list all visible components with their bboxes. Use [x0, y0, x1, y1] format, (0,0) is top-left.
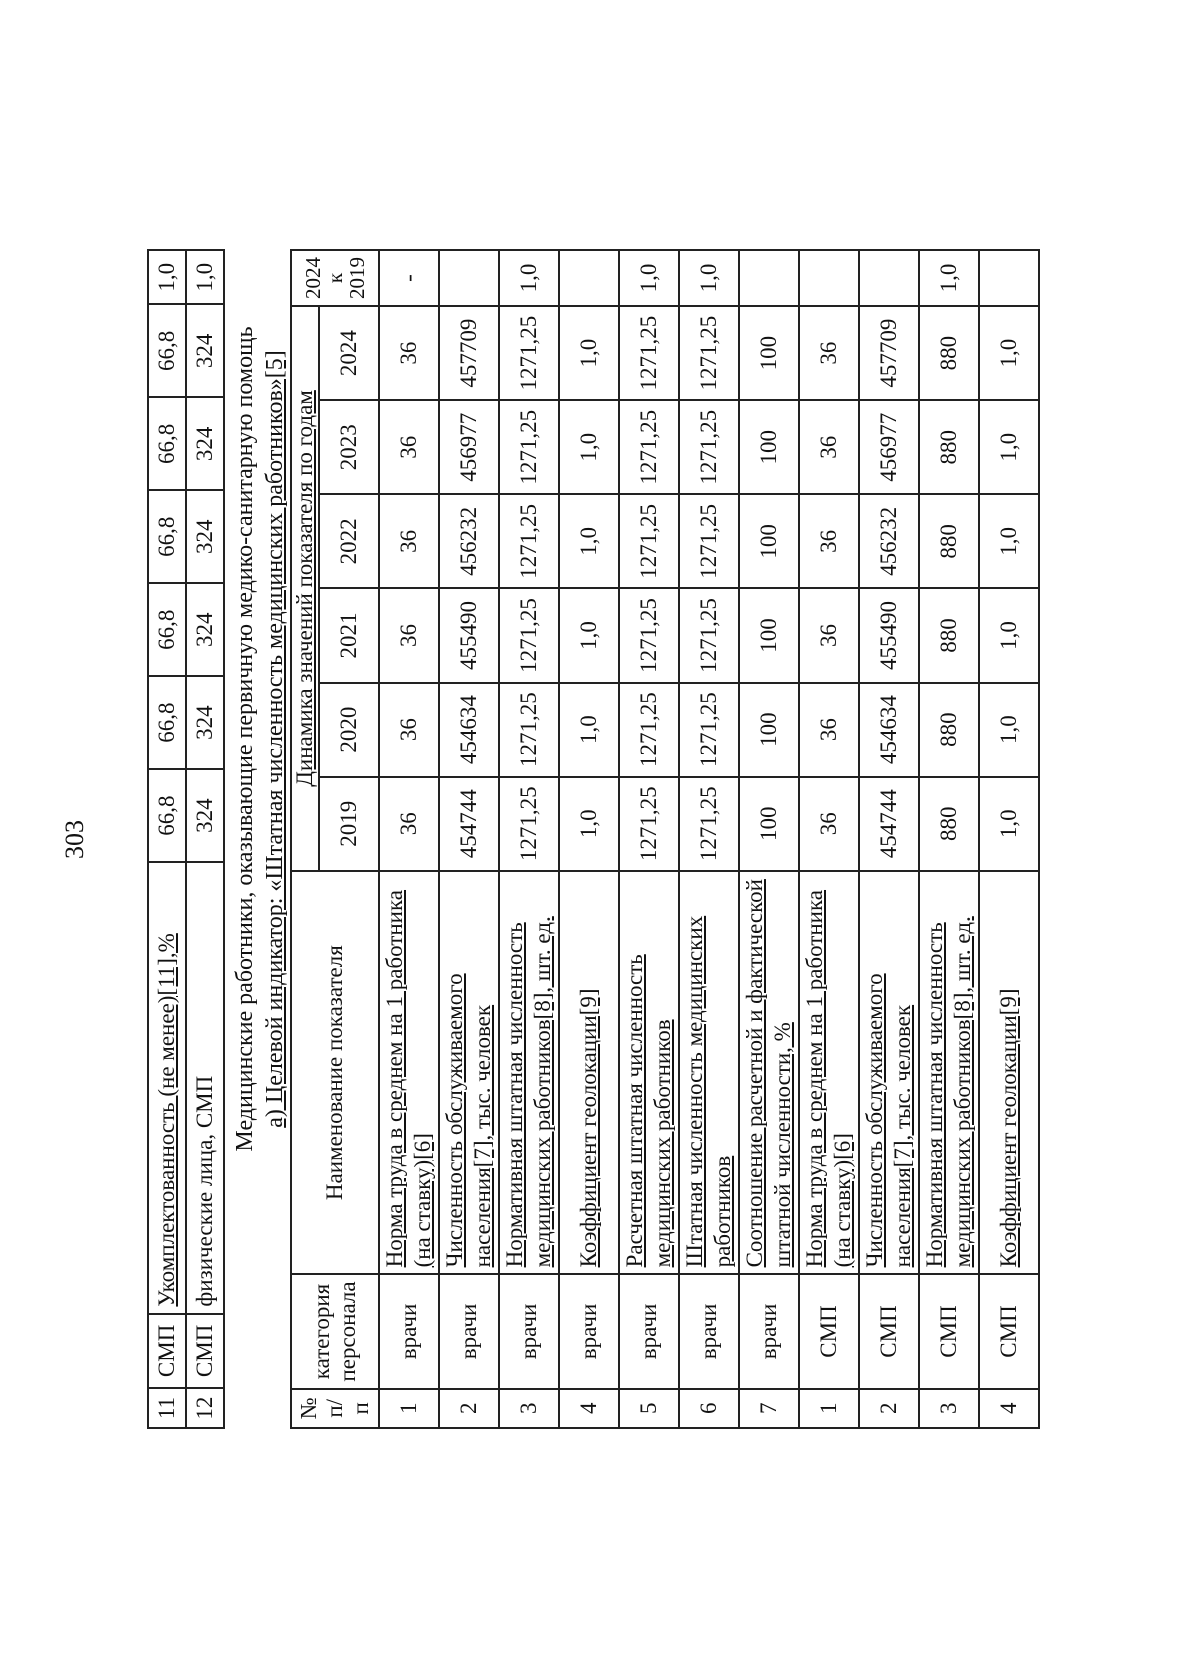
- cell-ratio: [559, 250, 619, 306]
- cell-num: 3: [499, 1389, 559, 1428]
- cell-value: 36: [799, 777, 859, 871]
- table-row: [439, 250, 499, 1428]
- cell-value: 66,8: [148, 490, 186, 583]
- cell-name: Коэффициент геолокации[9]: [559, 871, 619, 1275]
- cell-value: 100: [739, 494, 799, 588]
- cell-value: 1,0: [979, 683, 1039, 777]
- cell-name: Нормативная штатная численность медицинских работников[8], шт. ед.: [919, 871, 979, 1275]
- cell-category: врачи: [559, 1274, 619, 1388]
- cell-category: врачи: [619, 1274, 679, 1388]
- cell-name: Норма труда в среднем на 1 работника (на ставку)[6]: [799, 871, 859, 1275]
- cell-value: 1,0: [559, 494, 619, 588]
- cell-category: СМП: [148, 1314, 186, 1389]
- cell-value: 1,0: [559, 777, 619, 871]
- table-row: [799, 250, 859, 1428]
- header-year: 2019: [319, 777, 379, 871]
- cell-value: 455490: [859, 588, 919, 682]
- cell-ratio: 1,0: [679, 250, 739, 306]
- cell-ratio: 1,0: [919, 250, 979, 306]
- cell-value: 66,8: [148, 676, 186, 769]
- header-num: № п/п: [291, 1389, 379, 1428]
- cell-value: 880: [919, 400, 979, 494]
- table-row: [679, 250, 739, 1428]
- cell-value: 1271,25: [679, 777, 739, 871]
- cell-num: 7: [739, 1389, 799, 1428]
- cell-value: 324: [186, 769, 224, 862]
- cell-value: 324: [186, 397, 224, 490]
- cell-value: 66,8: [148, 397, 186, 490]
- table-row: [148, 250, 186, 1428]
- cell-value: 36: [799, 400, 859, 494]
- cell-num: 5: [619, 1389, 679, 1428]
- cell-value: 1271,25: [499, 494, 559, 588]
- cell-value: 324: [186, 583, 224, 676]
- cell-value: 36: [379, 777, 439, 871]
- cell-ratio: 1,0: [619, 250, 679, 306]
- cell-name: Штатная численность медицинских работников: [679, 871, 739, 1275]
- cell-ratio: [979, 250, 1039, 306]
- cell-value: 1,0: [979, 777, 1039, 871]
- cell-value: 456232: [439, 494, 499, 588]
- cell-name: Укомплектованность (не менее)[11],%: [148, 862, 186, 1314]
- cell-value: 1271,25: [499, 306, 559, 400]
- cell-name: физические лица, СМП: [186, 862, 224, 1314]
- cell-value: 36: [799, 588, 859, 682]
- cell-category: врачи: [439, 1274, 499, 1388]
- cell-value: 880: [919, 777, 979, 871]
- cell-value: 455490: [439, 588, 499, 682]
- cell-ratio: 1,0: [148, 250, 186, 304]
- header-category: категория персонала: [291, 1274, 379, 1388]
- cell-num: 1: [379, 1389, 439, 1428]
- cell-ratio: [739, 250, 799, 306]
- cell-value: 1,0: [559, 683, 619, 777]
- cell-value: 454634: [859, 683, 919, 777]
- indicator-table-body: [379, 250, 1039, 1428]
- cell-category: СМП: [979, 1274, 1039, 1388]
- cell-value: 1271,25: [499, 400, 559, 494]
- cell-value: 1271,25: [499, 777, 559, 871]
- header-year: 2024: [319, 306, 379, 400]
- cell-value: 454744: [859, 777, 919, 871]
- cell-value: 1,0: [979, 400, 1039, 494]
- table-row: [186, 250, 224, 1428]
- cell-value: 36: [799, 494, 859, 588]
- cell-value: 456977: [859, 400, 919, 494]
- cell-value: 880: [919, 494, 979, 588]
- cell-value: 324: [186, 676, 224, 769]
- cell-num: 2: [859, 1389, 919, 1428]
- header-year: 2021: [319, 588, 379, 682]
- cell-name: Соотношение расчетной и фактической штатной численности, %: [739, 871, 799, 1275]
- indicator-title: а) Целевой индикатор: «Штатная численность медицинских работников»[5]: [262, 350, 288, 1128]
- cell-value: 1,0: [559, 306, 619, 400]
- cell-value: 1,0: [979, 306, 1039, 400]
- table-row: [979, 250, 1039, 1428]
- cell-category: СМП: [186, 1314, 224, 1389]
- cell-num: 12: [186, 1388, 224, 1428]
- cell-num: 6: [679, 1389, 739, 1428]
- cell-name: Коэффициент геолокации[9]: [979, 871, 1039, 1275]
- cell-value: 456232: [859, 494, 919, 588]
- cell-ratio: [859, 250, 919, 306]
- cell-num: 3: [919, 1389, 979, 1428]
- cell-num: 4: [979, 1389, 1039, 1428]
- cell-value: 457709: [439, 306, 499, 400]
- cell-value: 880: [919, 683, 979, 777]
- header-year: 2023: [319, 400, 379, 494]
- cell-value: 100: [739, 306, 799, 400]
- cell-value: 324: [186, 304, 224, 397]
- cell-name: Численность обслуживаемого населения[7], тыс. человек: [859, 871, 919, 1275]
- cell-category: СМП: [859, 1274, 919, 1388]
- cell-category: СМП: [919, 1274, 979, 1388]
- cell-category: врачи: [499, 1274, 559, 1388]
- header-year: 2022: [319, 494, 379, 588]
- cell-value: 66,8: [148, 583, 186, 676]
- cell-ratio: [799, 250, 859, 306]
- table-row: [559, 250, 619, 1428]
- top-table: [147, 249, 225, 1429]
- cell-value: 100: [739, 400, 799, 494]
- cell-value: 1,0: [979, 494, 1039, 588]
- cell-value: 66,8: [148, 769, 186, 862]
- header-year: 2020: [319, 683, 379, 777]
- cell-value: 880: [919, 306, 979, 400]
- cell-value: 36: [799, 306, 859, 400]
- cell-value: 1271,25: [619, 588, 679, 682]
- cell-value: 1271,25: [619, 777, 679, 871]
- cell-ratio: 1,0: [186, 250, 224, 304]
- cell-value: 100: [739, 683, 799, 777]
- cell-name: Численность обслуживаемого населения[7], тыс. человек: [439, 871, 499, 1275]
- cell-value: 1271,25: [679, 306, 739, 400]
- cell-category: врачи: [739, 1274, 799, 1388]
- cell-value: 1271,25: [499, 588, 559, 682]
- cell-value: 457709: [859, 306, 919, 400]
- section-title: Медицинские работники, оказывающие первичную медико-санитарную помощь: [232, 326, 258, 1152]
- cell-value: 36: [379, 494, 439, 588]
- cell-value: 1271,25: [679, 683, 739, 777]
- table-row: [739, 250, 799, 1428]
- cell-name: Расчетная штатная численность медицинских работников: [619, 871, 679, 1275]
- cell-value: 454744: [439, 777, 499, 871]
- table-row: [919, 250, 979, 1428]
- cell-ratio: 1,0: [499, 250, 559, 306]
- cell-value: 324: [186, 490, 224, 583]
- header-ratio: 2024 к 2019: [291, 250, 379, 306]
- header-dynamics: Динамика значений показателя по годам: [291, 306, 319, 871]
- cell-category: врачи: [379, 1274, 439, 1388]
- cell-ratio: [439, 250, 499, 306]
- table-row: [499, 250, 559, 1428]
- cell-num: 4: [559, 1389, 619, 1428]
- cell-category: СМП: [799, 1274, 859, 1388]
- table-row: [859, 250, 919, 1428]
- cell-value: 1271,25: [679, 494, 739, 588]
- cell-value: 36: [799, 683, 859, 777]
- header-name: Наименование показателя: [291, 871, 379, 1275]
- cell-value: 36: [379, 588, 439, 682]
- cell-value: 100: [739, 588, 799, 682]
- cell-value: 1271,25: [619, 400, 679, 494]
- table-row: [379, 250, 439, 1428]
- cell-value: 1,0: [559, 400, 619, 494]
- cell-value: 1271,25: [679, 588, 739, 682]
- top-table-body: [148, 250, 224, 1428]
- cell-value: 1271,25: [619, 683, 679, 777]
- cell-value: 456977: [439, 400, 499, 494]
- cell-category: врачи: [679, 1274, 739, 1388]
- cell-value: 880: [919, 588, 979, 682]
- cell-num: 11: [148, 1388, 186, 1428]
- cell-num: 2: [439, 1389, 499, 1428]
- cell-value: 1,0: [979, 588, 1039, 682]
- cell-value: 36: [379, 400, 439, 494]
- cell-value: 1271,25: [679, 400, 739, 494]
- cell-value: 36: [379, 683, 439, 777]
- cell-value: 1271,25: [619, 306, 679, 400]
- cell-value: 100: [739, 777, 799, 871]
- cell-name: Нормативная штатная численность медицинских работников[8], шт. ед.: [499, 871, 559, 1275]
- cell-value: 1,0: [559, 588, 619, 682]
- cell-ratio: -: [379, 250, 439, 306]
- cell-value: 66,8: [148, 304, 186, 397]
- cell-name: Норма труда в среднем на 1 работника (на ставку)[6]: [379, 871, 439, 1275]
- cell-value: 1271,25: [499, 683, 559, 777]
- table-header: [291, 250, 379, 1428]
- page-number: 303: [60, 820, 89, 859]
- cell-num: 1: [799, 1389, 859, 1428]
- cell-value: 36: [379, 306, 439, 400]
- table-row: [619, 250, 679, 1428]
- cell-value: 454634: [439, 683, 499, 777]
- cell-value: 1271,25: [619, 494, 679, 588]
- indicator-table: [290, 249, 1040, 1429]
